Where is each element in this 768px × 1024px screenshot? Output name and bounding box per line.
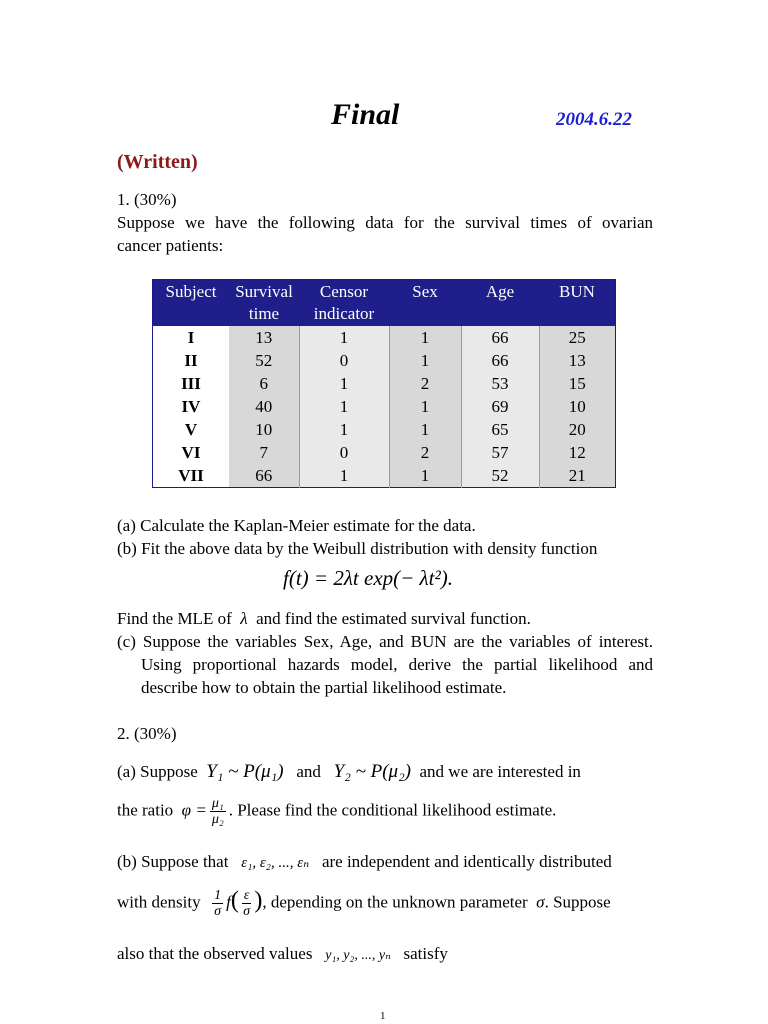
observed-values: y₁, y₂, ..., yₙ — [325, 948, 391, 963]
y1-poisson: Y₁ ~ P(μ₁) — [206, 761, 284, 782]
table-cell: 66 — [461, 349, 539, 372]
table-cell: 52 — [461, 464, 539, 488]
table-row — [153, 464, 616, 488]
table-cell: 1 — [389, 418, 461, 441]
header-age: Age — [461, 280, 539, 327]
page-title: Final — [331, 98, 400, 131]
question-2-observed-line: also that the observed values y₁, y₂, ..., yₙ satisfy — [117, 944, 448, 963]
table-cell: 6 — [229, 372, 299, 395]
table-cell: 1 — [299, 395, 389, 418]
table-cell: 57 — [461, 441, 539, 464]
ratio-fraction: $\frac{\text{μ₁}}{\text{μ₂}}$ — [211, 796, 224, 827]
table-cell: 1 — [299, 372, 389, 395]
survival-data-table — [152, 279, 616, 488]
table-cell: 0 — [299, 349, 389, 372]
table-row — [153, 418, 616, 441]
table-cell: 1 — [389, 464, 461, 488]
header-sex: Sex — [389, 280, 461, 327]
table-cell: 65 — [461, 418, 539, 441]
question-1-part-b: (b) Fit the above data by the Weibull distribution with density function — [117, 539, 598, 558]
table-cell: 1 — [389, 326, 461, 349]
header-censor-indicator: Censor indicator — [299, 280, 389, 327]
table-row — [153, 326, 616, 349]
header-survival-time: Survival time — [229, 280, 299, 327]
table-cell: 7 — [229, 441, 299, 464]
table-row — [153, 441, 616, 464]
table-cell: 69 — [461, 395, 539, 418]
page-number: 1 — [380, 1010, 386, 1022]
table-row — [153, 349, 616, 372]
question-1-number: 1. (30%) — [117, 190, 177, 209]
lambda-symbol: λ — [240, 609, 248, 628]
epsilon-sequence: ε₁, ε₂, ..., εₙ — [241, 855, 310, 871]
question-1-mle-line: Find the MLE of λ and find the estimated survival function. — [117, 609, 531, 628]
table-cell: 1 — [299, 464, 389, 488]
table-cell: 1 — [299, 418, 389, 441]
table-cell: III — [181, 374, 201, 393]
table-cell: 40 — [229, 395, 299, 418]
table-cell: 1 — [299, 326, 389, 349]
table-cell: 25 — [539, 326, 616, 349]
table-cell: 13 — [229, 326, 299, 349]
question-2-ratio-line: the ratio φ = $\frac{\text{μ₁}}{\text{μ₂}}$ . Please find the conditional likelihood estimate. — [117, 796, 557, 827]
table-cell: 10 — [229, 418, 299, 441]
table-cell: 15 — [539, 372, 616, 395]
table-cell: II — [184, 351, 198, 370]
exam-date: 2004.6.22 — [556, 109, 632, 130]
table-cell: 20 — [539, 418, 616, 441]
question-2-part-a: (a) Suppose Y₁ ~ P(μ₁) and Y₂ ~ P(μ₂) and we are interested in — [117, 761, 581, 782]
question-1-intro-line2: cancer patients: — [117, 236, 224, 255]
table-cell: IV — [181, 397, 201, 416]
table-cell: 13 — [539, 349, 616, 372]
table-cell: 2 — [389, 441, 461, 464]
table-cell: 10 — [539, 395, 616, 418]
epsilon-over-sigma: $\frac{\varepsilon}{\sigma}$ — [243, 888, 251, 919]
question-2-density-line: with density $\frac{1}{\sigma}$ f( $\frac{\varepsilon}{\sigma}$ ), depending on the unknown parameter σ. Suppose — [117, 887, 611, 919]
table-cell: 66 — [461, 326, 539, 349]
question-1-part-a: (a) Calculate the Kaplan-Meier estimate for the data. — [117, 516, 476, 535]
question-1-part-c-line3: describe how to obtain the partial likelihood estimate. — [141, 678, 507, 697]
table-cell: 12 — [539, 441, 616, 464]
table-cell: 1 — [389, 395, 461, 418]
table-row — [153, 372, 616, 395]
question-1-part-c-line1: (c) Suppose the variables Sex, Age, and BUN are the variables of interest. — [117, 632, 653, 651]
weibull-density-formula: f(t) = 2λt exp(− λt²). — [283, 566, 454, 590]
header-bun: BUN — [539, 280, 616, 327]
question-2-number: 2. (30%) — [117, 724, 177, 743]
table-cell: 1 — [389, 349, 461, 372]
question-2-part-b: (b) Suppose that ε₁, ε₂, ..., εₙ are independent and identically distributed — [117, 852, 612, 871]
y2-poisson: Y₂ ~ P(μ₂) — [333, 761, 411, 782]
table-cell: VII — [178, 466, 204, 485]
table-cell: 21 — [539, 464, 616, 488]
table-cell: 53 — [461, 372, 539, 395]
question-1-intro-line1: Suppose we have the following data for the survival times of ovarian — [117, 213, 653, 232]
question-1-part-c-line2: Using proportional hazards model, derive the partial likelihood and — [141, 655, 653, 674]
table-cell: 2 — [389, 372, 461, 395]
table-cell: VI — [181, 443, 201, 462]
density-fraction: $\frac{1}{\sigma}$ — [214, 888, 222, 919]
section-heading: (Written) — [117, 151, 198, 173]
table-cell: I — [187, 328, 195, 347]
table-cell: 66 — [229, 464, 299, 488]
table-row — [153, 395, 616, 418]
table-cell: 0 — [299, 441, 389, 464]
table-cell: V — [184, 420, 198, 439]
table-cell: 52 — [229, 349, 299, 372]
header-subject: Subject — [153, 280, 230, 327]
